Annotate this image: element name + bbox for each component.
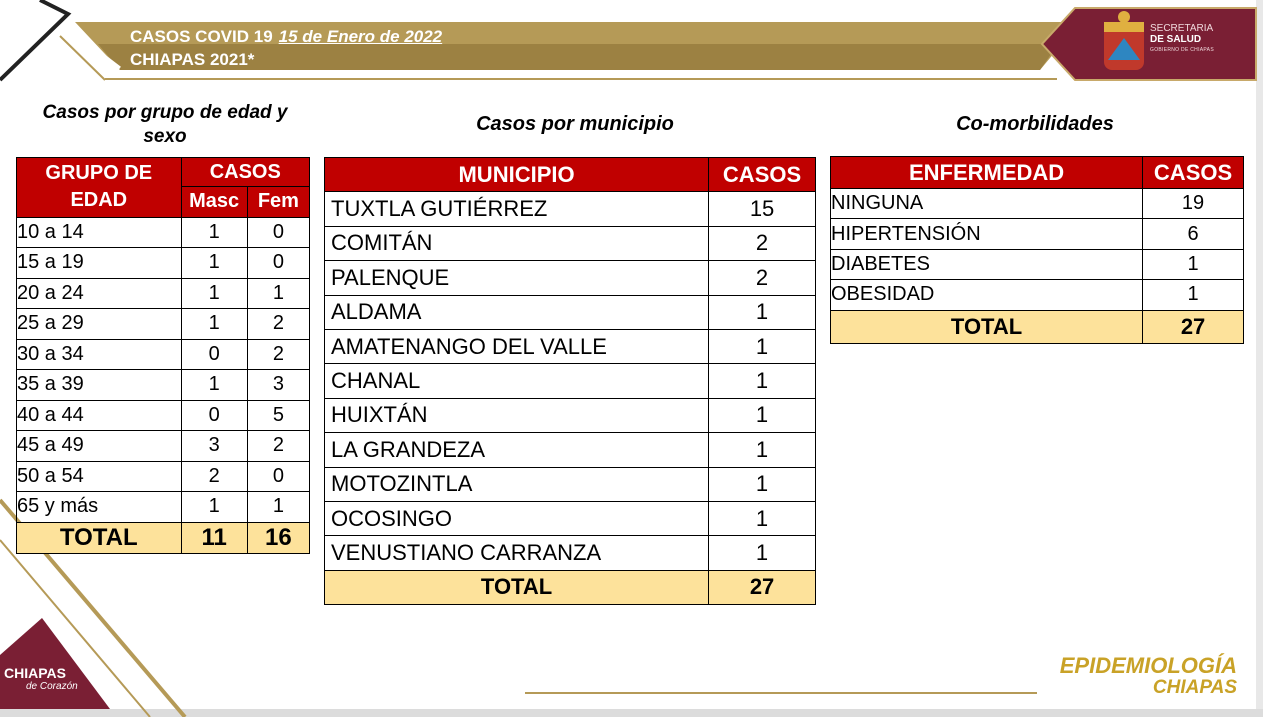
table-row	[325, 329, 816, 363]
age-group-cell: 40 a 44	[17, 400, 182, 431]
municipio-cases-cell: 1	[709, 295, 816, 329]
table-row	[325, 433, 816, 467]
header-fem: Fem	[247, 187, 309, 218]
comorbidity-cases-cell: 1	[1143, 249, 1244, 279]
municipio-name-cell: CHANAL	[325, 364, 709, 398]
header-casos: CASOS	[181, 158, 309, 187]
age-group-cell: 50 a 54	[17, 461, 182, 492]
municipio-cases-cell: 1	[709, 467, 816, 501]
municipio-name-cell: COMITÁN	[325, 226, 709, 260]
age-table-title: Casos por grupo de edad y sexo	[42, 102, 288, 147]
municipio-name-cell: PALENQUE	[325, 261, 709, 295]
header-casos-mun: CASOS	[709, 158, 816, 192]
municipio-total: 27	[709, 570, 816, 604]
table-row	[831, 280, 1244, 310]
total-fem: 16	[247, 522, 309, 553]
epi-line2: CHIAPAS	[1152, 677, 1237, 698]
header-grupo-edad: GRUPO DE EDAD	[17, 158, 182, 218]
fem-cell: 2	[247, 431, 309, 462]
municipio-cases-cell: 15	[709, 192, 816, 226]
header-line1: CASOS COVID 19	[130, 27, 273, 46]
chiapas-brand	[4, 666, 78, 694]
table-row	[325, 295, 816, 329]
municipio-name-cell: TUXTLA GUTIÉRREZ	[325, 192, 709, 226]
fem-cell: 3	[247, 370, 309, 401]
municipio-cases-cell: 2	[709, 261, 816, 295]
masc-cell: 1	[181, 217, 247, 248]
municipio-name-cell: OCOSINGO	[325, 501, 709, 535]
municipio-cases-cell: 1	[709, 398, 816, 432]
comorbidity-name-cell: DIABETES	[831, 249, 1143, 279]
header-enfermedad: ENFERMEDAD	[831, 157, 1143, 189]
municipio-name-cell: HUIXTÁN	[325, 398, 709, 432]
epidemiologia-logo	[1035, 655, 1237, 699]
age-group-cell: 65 y más	[17, 492, 182, 523]
table-row	[17, 248, 310, 279]
fem-cell: 0	[247, 217, 309, 248]
municipio-name-cell: AMATENANGO DEL VALLE	[325, 329, 709, 363]
table-row	[17, 492, 310, 523]
fem-cell: 0	[247, 461, 309, 492]
table-row	[17, 461, 310, 492]
municipio-total-row	[325, 570, 816, 604]
age-sex-table	[16, 157, 310, 554]
municipio-name-cell: MOTOZINTLA	[325, 467, 709, 501]
municipio-cases-cell: 1	[709, 536, 816, 570]
age-group-cell: 25 a 29	[17, 309, 182, 340]
table-row	[325, 467, 816, 501]
masc-cell: 2	[181, 461, 247, 492]
table-row	[17, 370, 310, 401]
municipio-cases-cell: 2	[709, 226, 816, 260]
fem-cell: 1	[247, 492, 309, 523]
municipio-total-label: TOTAL	[325, 570, 709, 604]
table-row	[17, 217, 310, 248]
municipio-cases-cell: 1	[709, 364, 816, 398]
table-row	[325, 398, 816, 432]
municipio-name-cell: LA GRANDEZA	[325, 433, 709, 467]
logo-line1: SECRETARIA	[1150, 23, 1214, 34]
table-row	[325, 501, 816, 535]
table-row	[17, 400, 310, 431]
fem-cell: 2	[247, 339, 309, 370]
fem-cell: 2	[247, 309, 309, 340]
comorbidity-cases-cell: 6	[1143, 219, 1244, 249]
age-group-cell: 45 a 49	[17, 431, 182, 462]
logo-line2: DE SALUD	[1150, 34, 1202, 45]
age-group-cell: 15 a 19	[17, 248, 182, 279]
masc-cell: 1	[181, 248, 247, 279]
brand-sub: de Corazón	[26, 681, 78, 692]
table-row	[831, 249, 1244, 279]
comorbidity-table	[830, 156, 1244, 344]
table-row	[325, 536, 816, 570]
table-row	[325, 364, 816, 398]
comorbidity-name-cell: HIPERTENSIÓN	[831, 219, 1143, 249]
comorbidity-table-title: Co-morbilidades	[956, 113, 1114, 135]
municipio-name-cell: ALDAMA	[325, 295, 709, 329]
comorbidity-total: 27	[1143, 310, 1244, 343]
masc-cell: 1	[181, 492, 247, 523]
brand-main: CHIAPAS	[4, 665, 66, 681]
table-row	[17, 278, 310, 309]
masc-cell: 3	[181, 431, 247, 462]
municipio-cases-cell: 1	[709, 433, 816, 467]
masc-cell: 1	[181, 309, 247, 340]
masc-cell: 1	[181, 370, 247, 401]
table-row	[325, 261, 816, 295]
table-row	[325, 226, 816, 260]
table-row	[831, 189, 1244, 219]
masc-cell: 0	[181, 339, 247, 370]
footer-rule	[525, 690, 1040, 696]
header-casos-com: CASOS	[1143, 157, 1244, 189]
header-municipio: MUNICIPIO	[325, 158, 709, 192]
header-date: 15 de Enero de 2022	[278, 27, 443, 46]
municipio-cases-cell: 1	[709, 501, 816, 535]
table-row	[831, 219, 1244, 249]
secretaria-salud-logo	[1150, 23, 1240, 56]
comorbidity-total-label: TOTAL	[831, 310, 1143, 343]
comorbidity-name-cell: OBESIDAD	[831, 280, 1143, 310]
header-line2: CHIAPAS 2021*	[130, 50, 255, 69]
fem-cell: 5	[247, 400, 309, 431]
total-label: TOTAL	[17, 522, 182, 553]
right-edge	[1256, 0, 1263, 717]
comorbidity-name-cell: NINGUNA	[831, 189, 1143, 219]
header-masc: Masc	[181, 187, 247, 218]
header-title	[130, 25, 442, 71]
table-row	[17, 309, 310, 340]
municipio-table	[324, 157, 816, 605]
total-masc: 11	[181, 522, 247, 553]
comorbidity-total-row	[831, 310, 1244, 343]
age-group-cell: 20 a 24	[17, 278, 182, 309]
table-row	[17, 339, 310, 370]
municipio-table-title: Casos por municipio	[476, 113, 674, 135]
table-row	[17, 431, 310, 462]
age-total-row	[17, 522, 310, 553]
age-group-cell: 10 a 14	[17, 217, 182, 248]
logo-line3: GOBIERNO DE CHIAPAS	[1150, 47, 1214, 53]
table-row	[325, 192, 816, 226]
masc-cell: 1	[181, 278, 247, 309]
comorbidity-cases-cell: 1	[1143, 280, 1244, 310]
fem-cell: 0	[247, 248, 309, 279]
epi-line1: EPIDEMIOLOGÍA	[1059, 653, 1237, 678]
fem-cell: 1	[247, 278, 309, 309]
comorbidity-cases-cell: 19	[1143, 189, 1244, 219]
age-group-cell: 35 a 39	[17, 370, 182, 401]
municipio-cases-cell: 1	[709, 329, 816, 363]
municipio-name-cell: VENUSTIANO CARRANZA	[325, 536, 709, 570]
age-group-cell: 30 a 34	[17, 339, 182, 370]
masc-cell: 0	[181, 400, 247, 431]
